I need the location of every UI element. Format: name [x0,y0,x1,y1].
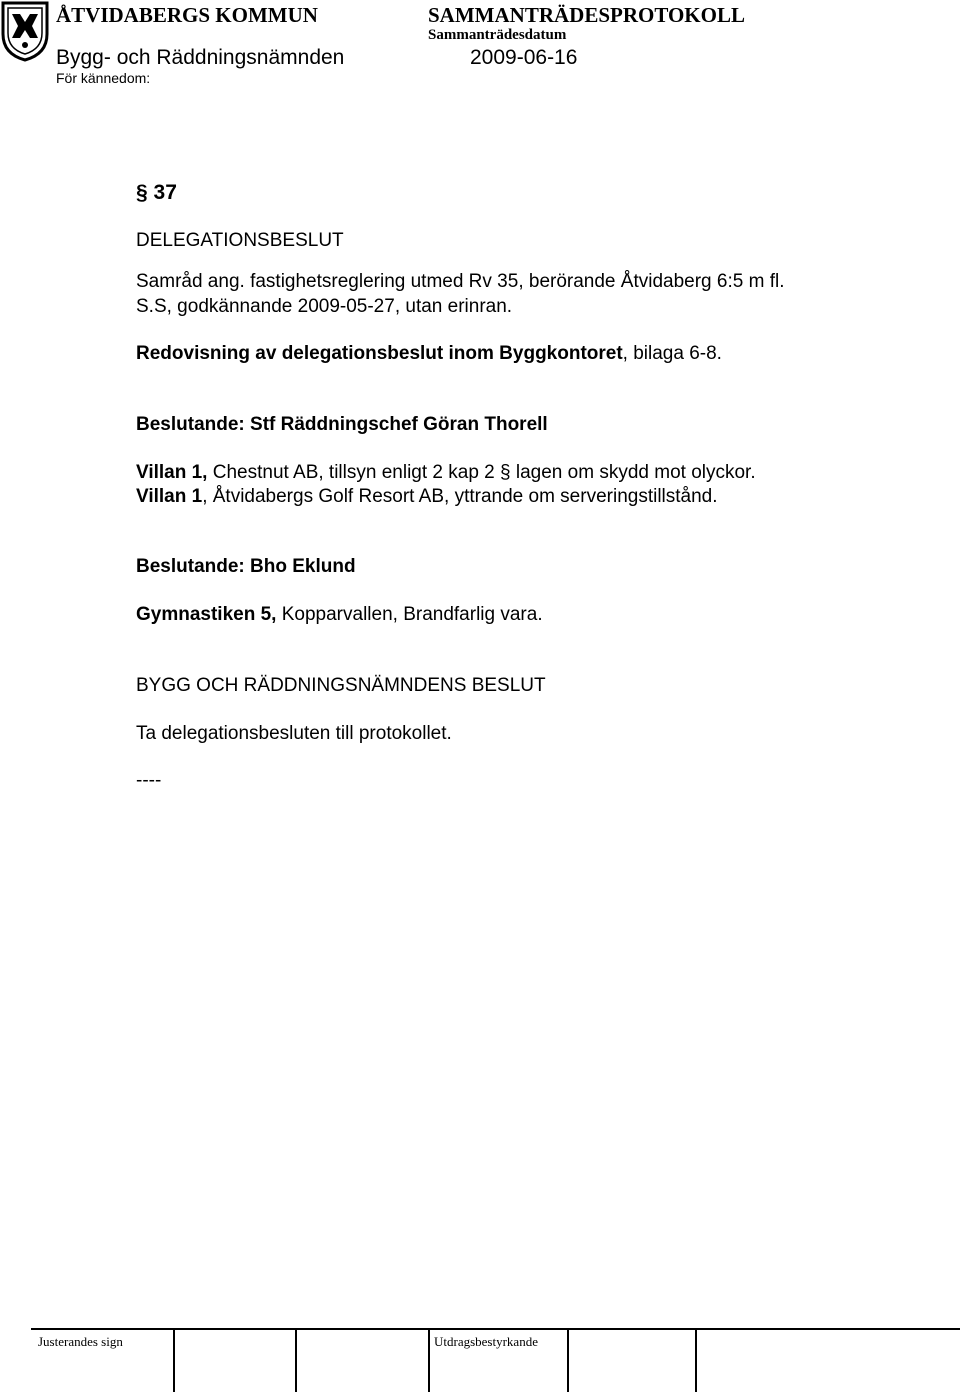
board-name: Bygg- och Räddningsnämnden [56,46,345,69]
section-heading: DELEGATIONSBESLUT [136,230,344,251]
decider-heading: Beslutande: Stf Räddningschef Göran Thorell [136,414,548,435]
decision-item [136,462,756,484]
signature-box-divider [295,1329,297,1392]
consultation-text-line1: Samråd ang. fastighetsreglering utmed Rv 35, berörande Åtvidaberg 6:5 m fl. [136,271,785,292]
meeting-date-label: Sammanträdesdatum [428,27,567,43]
delegation-report-paragraph [136,343,722,365]
municipal-crest-icon [0,0,50,62]
signature-box-divider [695,1329,697,1392]
consultation-text-line2: S.S, godkännande 2009-05-27, utan erinran. [136,296,513,317]
meeting-date: 2009-06-16 [470,46,578,69]
signature-box-divider [428,1329,430,1392]
board-decision-heading: BYGG OCH RÄDDNINGSNÄMNDENS BESLUT [136,675,546,696]
paragraph-sign: § [500,462,511,483]
property-name: Villan 1, [136,462,208,483]
decision-description: Kopparvallen, Brandfarlig vara. [276,604,543,625]
adjuster-signature-label: Justerandes sign [38,1334,123,1349]
signature-box-divider [173,1329,175,1392]
decision-description: , Åtvidabergs Golf Resort AB, yttrande om serveringstillstånd. [202,486,718,507]
extract-certification-label: Utdragsbestyrkande [434,1334,538,1349]
section-end-marker: ---- [136,770,162,791]
decision-description-cont: lagen om skydd mot olyckor. [510,462,756,483]
property-name: Villan 1 [136,486,203,507]
delegation-report-title: Redovisning av delegationsbeslut inom Byggkontoret [136,343,623,364]
property-name: Gymnastiken 5, [136,604,277,625]
for-knowledge-label: För kännedom: [56,70,151,86]
municipality-name: ÅTVIDABERGS KOMMUN [56,3,318,27]
section-number: § 37 [136,181,177,204]
decision-item [136,604,543,626]
signature-box-divider [567,1329,569,1392]
section-number-value: 37 [153,181,177,204]
decider-heading: Beslutande: Bho Eklund [136,556,356,577]
document-type: SAMMANTRÄDESPROTOKOLL [428,3,745,27]
footer-divider [31,1328,960,1330]
decision-description: Chestnut AB, tillsyn enligt 2 kap 2 [207,462,501,483]
decision-item [136,486,718,508]
delegation-report-appendix: , bilaga 6-8. [622,343,722,364]
board-decision-text: Ta delegationsbesluten till protokollet. [136,723,452,744]
